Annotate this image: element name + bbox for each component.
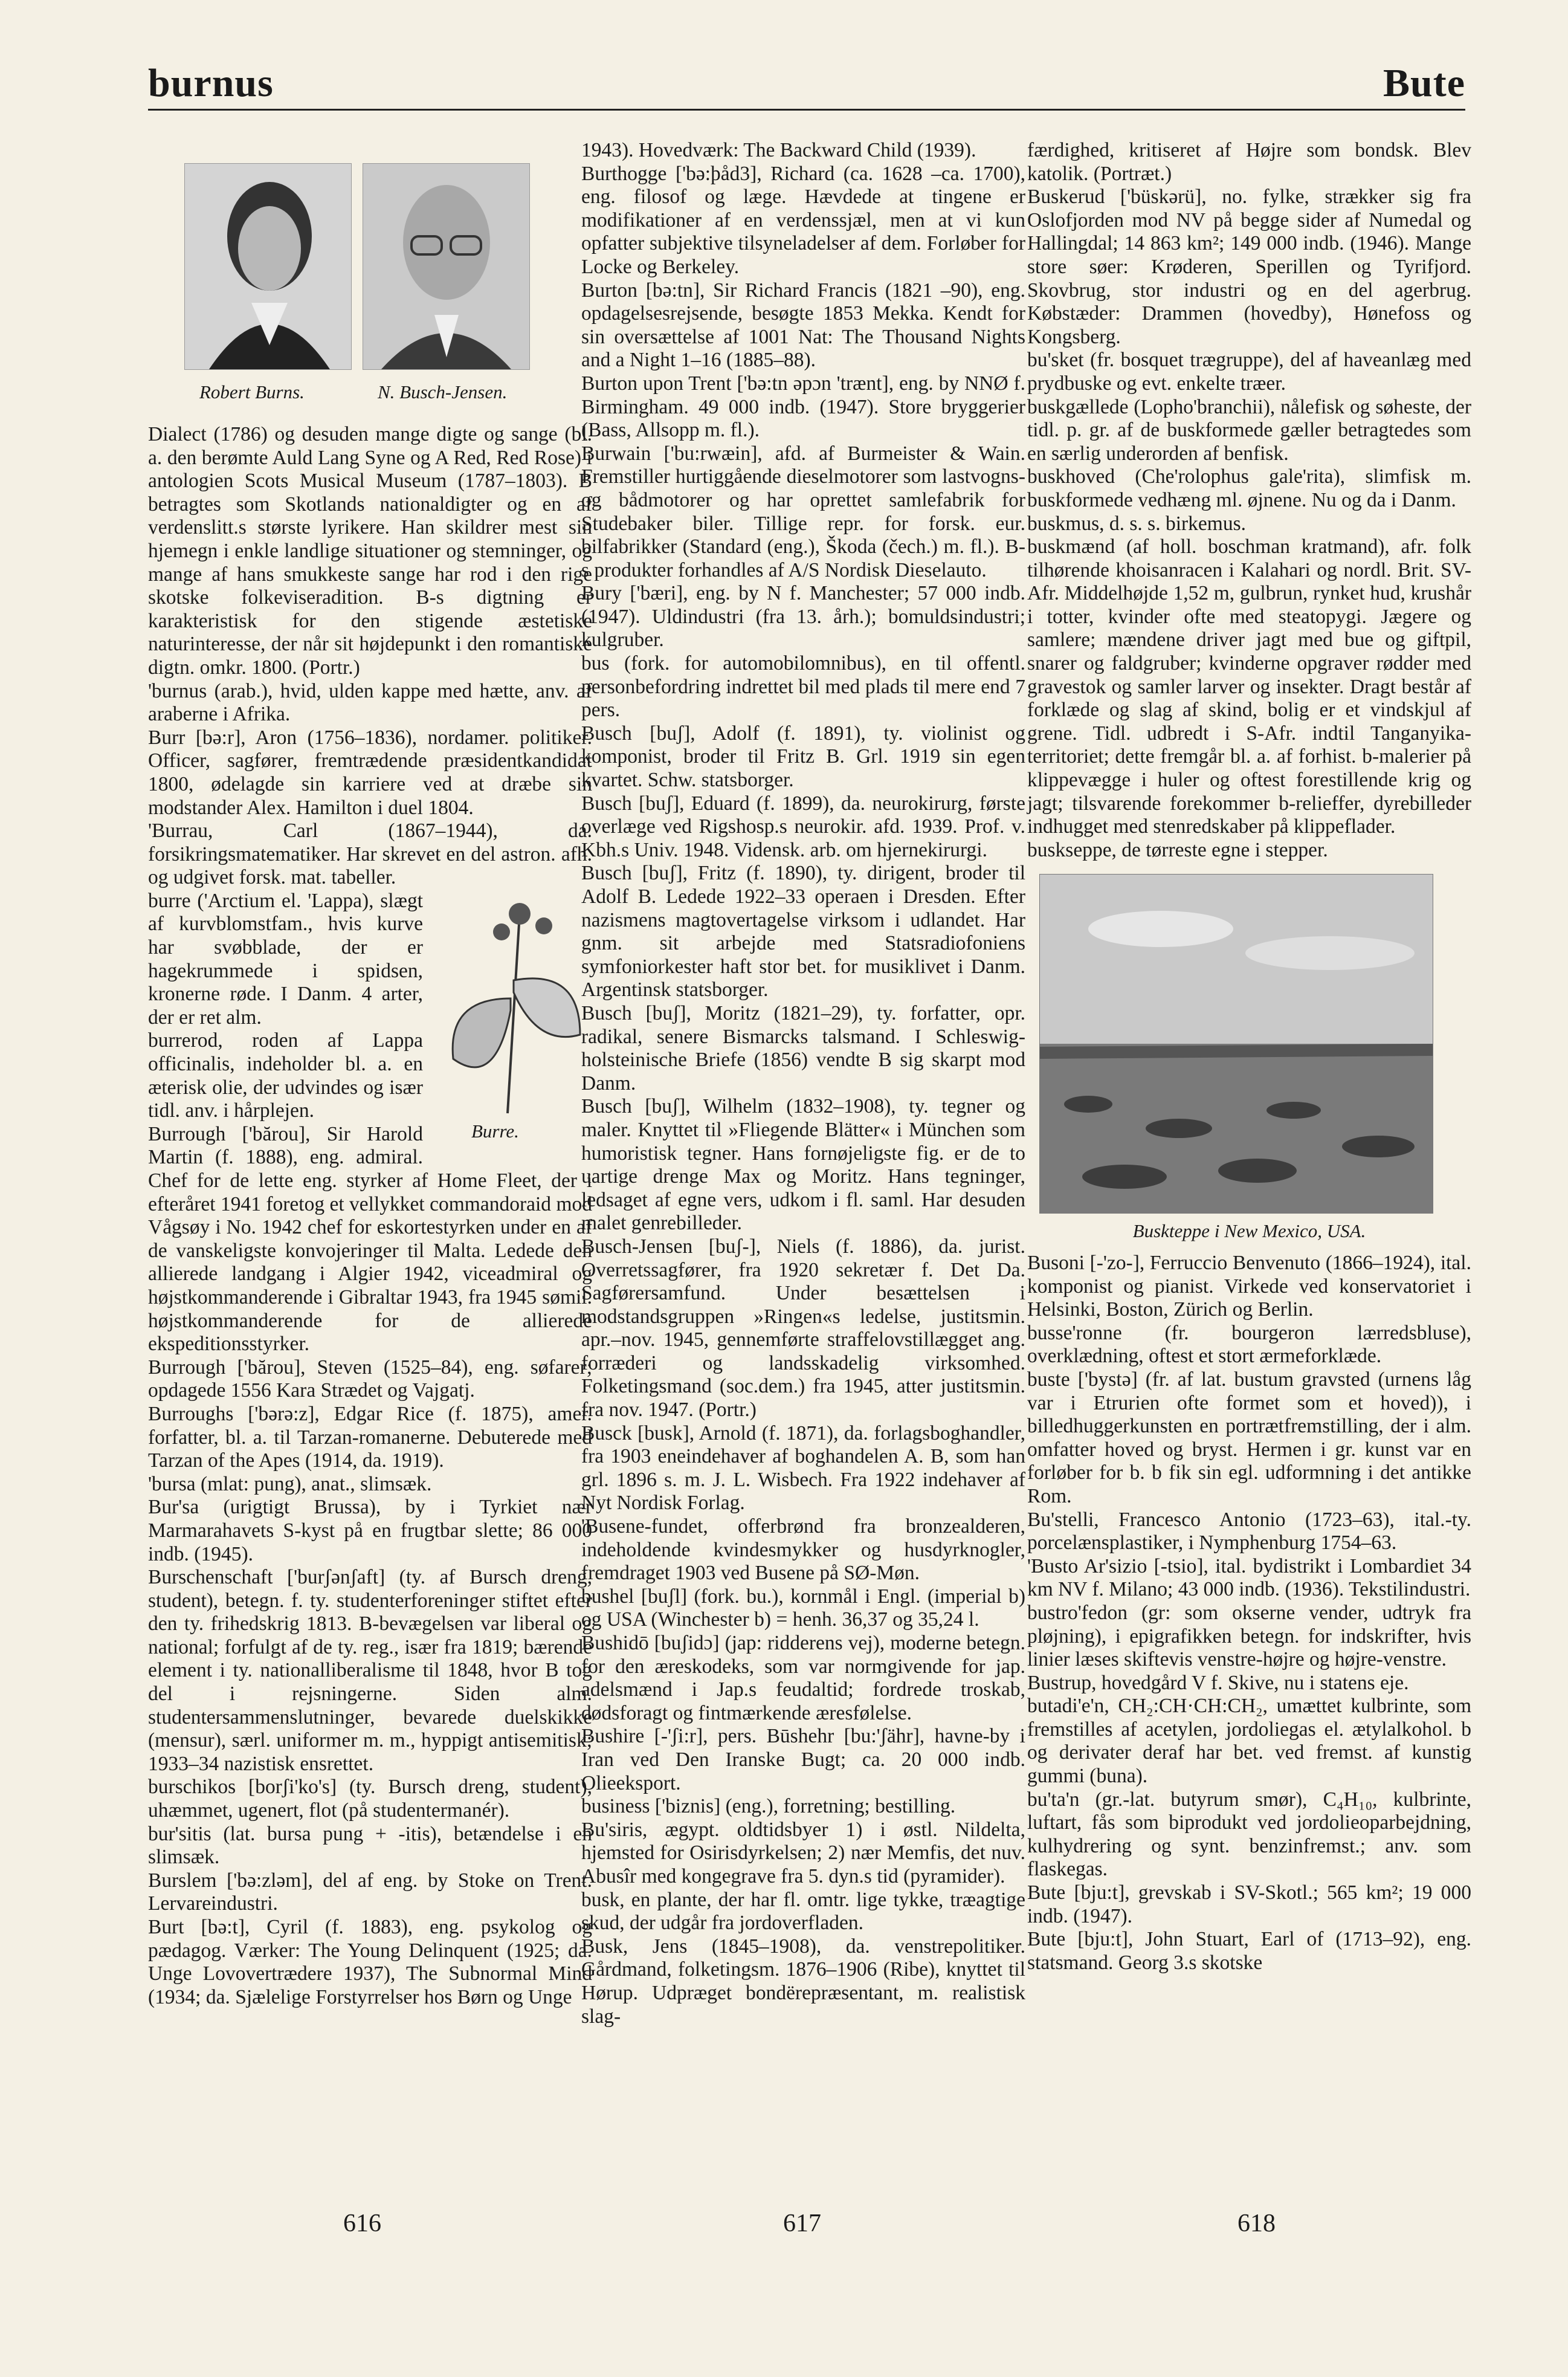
entry: burschikos [borʃi'ko's] (ty. Bursch dreng, student), uhæmmet, ugenert, flot (på studentermanér). xyxy=(148,1776,592,1822)
entry: Busch [buʃ], Adolf (f. 1891), ty. violinist og komponist, broder til Fritz B. Grl. 1919 sin egen kvartet. Schw. statsborger. xyxy=(581,722,1025,792)
entry: buskmus, d. s. s. birkemus. xyxy=(1027,512,1247,535)
entry: Busch [buʃ], Eduard (f. 1899), da. neurokirurg, første overlæge ved Rigshosp.s neurokir. afd. 1939. Prof. v. Kbh.s Univ. 1948. Vidensk. arb. om hjernekirurgi. xyxy=(581,792,1025,861)
buskteppe-photo xyxy=(1039,874,1433,1214)
entry: bushel [buʃl] (fork. bu.), kornmål i Engl. (imperial b) og USA (Winchester b) = henh. 36,37 og 35,24 l. xyxy=(581,1585,1025,1631)
entry: Busck [busk], Arnold (f. 1871), da. forlagsboghandler, fra 1903 eneindehaver af boghandelen A. B, som han grl. 1896 s. m. J. L. Wisbech. Fra 1922 indehaver af Nyt Nordisk Forlag. xyxy=(581,1421,1025,1515)
entry: Bushidō [buʃidɔ] (jap: ridderens vej), moderne betegn. for den æreskodeks, som var normgivende for jap. adelsmænd i Jap.s feudaltid; fordrede troskab, dødsforagt og fintmærkende æresfølelse. xyxy=(581,1632,1025,1724)
entry: Bur'sa (urigtigt Brussa), by i Tyrkiet nær Marmarahavets S-kyst på en frugtbar slette; 86 000 indb. (1945). xyxy=(148,1496,592,1565)
entry: Burrough ['bărou], Steven (1525–84), eng. søfarer; opdagede 1556 Kara Strædet og Vajgatj. xyxy=(148,1356,592,1402)
entry: 'Busene-fundet, offerbrønd fra bronzealderen, indeholdende kvindesmykker og husdyrknogler, fremdraget 1903 ved Busene på SØ-Møn. xyxy=(581,1515,1025,1585)
entry: buskmænd (af holl. boschman kratmand), afr. folk tilhørende khoisanracen i Kalahari og nordl. Brit. SV-Afr. Middelhøjde 1,52 m, gulbrun, rynket hud, krushår i totter, kvinder ofte med steatopygi. Jægere og samlere; mændene driver jagt med bue og giftpil, snarer og faldgruber; kvinderne opgraver rødder med gravestok og samler larver og insekter. Dragt består af forklæde og slag af skind, bolig er et vindskjul af grene. Tidl. udbredt i S-Afr. indtil Tanganyika-territoriet; dette fremgår bl. a. af forhist. b-malerier på klippevægge i huler og oftest forestillende krig og jagt; tilsvarende forekommer b-relieffer, dyrebilleder indhugget med stenredskaber på klippeflader. xyxy=(1027,535,1471,838)
burre-caption: Burre. xyxy=(471,1121,519,1142)
entry: buskgællede (Lopho'branchii), nålefisk og søheste, der tidl. p. gr. af de buskformede gæller betragtedes som en særlig underorden af benfisk. xyxy=(1027,395,1471,465)
entry: 'bursa (mlat: pung), anat., slimsæk. xyxy=(148,1472,432,1495)
photo-caption: Buskteppe i New Mexico, USA. xyxy=(1132,1220,1366,1242)
column-617 xyxy=(581,139,1025,2028)
portrait-caption-busch-jensen: N. Busch-Jensen. xyxy=(378,381,508,403)
entry: Burschenschaft ['burʃənʃaft] (ty. af Bursch dreng, student), betegn. f. ty. studenterforeninger stiftet efter den ty. frihedskrig 1813. B-bevægelsen var liberal og national; forfulgt af de ty. reg., især fra 1819; bærende element i ty. nationalliberalisme til 1848, hvor B tog del i rejsningerne. Siden alm. studentersammenslutninger, bevarede duelskikke (mensur), særl. uniformer m. m., hyppigt antisemitisk; 1933–34 nazistisk ensrettet. xyxy=(148,1566,592,1775)
entry: buskhoved (Che'rolophus gale'rita), slimfisk m. buskformede vedhæng ml. øjnene. Nu og da i Danm. xyxy=(1027,465,1471,511)
entry: 'Burrau, Carl (1867–1944), da. forsikringsmatematiker. Har skrevet en del astron. afh. og udgivet forsk. mat. tabeller. xyxy=(148,820,592,889)
entry: Bute [bju:t], grevskab i SV-Skotl.; 565 km²; 19 000 indb. (1947). xyxy=(1027,1881,1471,1927)
entry: Bute [bju:t], John Stuart, Earl of (1713–92), eng. statsmand. Georg 3.s skotske xyxy=(1027,1928,1471,1974)
column-616 xyxy=(148,139,592,2009)
running-head-left: burnus xyxy=(148,61,274,105)
entry: busk, en plante, der har fl. omtr. lige tykke, træagtige skud, der udgår fra jordoverfladen. xyxy=(581,1888,1025,1935)
entry: Burton [bə:tn], Sir Richard Francis (1821 –90), eng. opdagelsesrejsende, besøgte 1853 Mekka. Kendt for sin oversættelse af 1001 Nat: The Thousand Nights and a Night 1–16 (1885–88). xyxy=(581,279,1025,372)
entry: Bu'siris, ægypt. oldtidsbyer 1) i østl. Nildelta, hjemsted for Osirisdyrkelsen; 2) nær Memfis, det nuv. Abusîr med kongegrave fra 5. dyn.s tid (pyramider). xyxy=(581,1818,1025,1887)
entry: Burroughs ['bərə:z], Edgar Rice (f. 1875), amer. forfatter, bl. a. til Tarzan-romanerne. Debuterede med Tarzan of the Apes (1914, da. 1919). xyxy=(148,1402,592,1472)
entry: Burr [bə:r], Aron (1756–1836), nordamer. politiker. Officer, sagfører, fremtrædende præsidentkandidat 1800, ødelagde sin karriere ved at dræbe sin modstander Alex. Hamilton i duel 1804. xyxy=(148,726,592,819)
portrait-robert-burns xyxy=(184,163,352,370)
entry: 'Busto Ar'sizio [-tsio], ital. bydistrikt i Lombardiet 34 km NV f. Milano; 43 000 indb. (1936). Tekstilindustri. xyxy=(1027,1554,1471,1601)
entry: Burt [bə:t], Cyril (f. 1883), eng. psykolog og pædagog. Værker: The Young Delinquent (1925; da. Unge Lovovertrædere 1937), The Subnormal Mind (1934; da. Sjælelige Forstyrrelser hos Børn og Unge xyxy=(148,1916,592,2008)
entry: burre ('Arctium el. 'Lappa), slægt af kurvblomstfam., hvis kurve har svøbblade, der er hagekrummede i spidsen, kronerne røde. I Danm. 4 arter, der er ret alm. xyxy=(148,889,423,1029)
entry: Busch-Jensen [buʃ-], Niels (f. 1886), da. jurist. Overretssagfører, fra 1920 sekretær f. Det Da. Sagførersamfund. Under besættelsen i modstandsgruppen »Ringen«s ledelse, justitsmin. apr.–nov. 1945, gennemførte straffelovstillægget ang. forræderi og landsskadelig virksomhed. Folketingsmand (soc.dem.) fra 1945, atter justitsmin. fra nov. 1947. (Portr.) xyxy=(581,1235,1025,1421)
entry: bustro'fedon (gr: som okserne vender, udtryk fra pløjning), i epigrafikken betegn. for indskrifter, hvis linier læses skiftevis venstre-højre og højre-venstre. xyxy=(1027,1601,1471,1671)
entry: Busk, Jens (1845–1908), da. venstrepolitiker. Gårdmand, folketingsm. 1876–1906 (Ribe), knyttet til Hørup. Udpræget bondërepræsentant, m. realistisk slag- xyxy=(581,1935,1025,2028)
entry: Dialect (1786) og desuden mange digte og sange (bl. a. den berømte Auld Lang Syne og A Red, Red Rose) i antologien Scots Musical Museum (1787–1803). B betragtes som Skotlands nationaldigter og en af verdenslitt.s største lyrikere. Han skildrer mest sin hjemegn i enkle landlige situationer og stemninger, og mange af hans smukkeste sange har rod i den rige skotske folkeviseradition. B-s digtning er karakteristisk for den stigende æstetiske naturinteresse, der når sit højdepunkt i den romantiske digtn. omkr. 1800. (Portr.) xyxy=(148,423,592,679)
entry: Bu'stelli, Francesco Antonio (1723–63), ital.-ty. porcelænsplastiker, i Nymphenburg 1754–63. xyxy=(1027,1508,1471,1554)
entry: bur'sitis (lat. bursa pung + -itis), betændelse i en slimsæk. xyxy=(148,1822,592,1869)
entry: færdighed, kritiseret af Højre som bondsk. Blev katolik. (Portræt.) xyxy=(1027,139,1471,185)
entry: Bushire [-'ʃi:r], pers. Būshehr [bu:'ʃähr], havne-by i Iran ved Den Iranske Bugt; ca. 20 000 indb. Olieeksport. xyxy=(581,1725,1025,1794)
entry: Burslem ['bə:zləm], del af eng. by Stoke on Trent. Lervareindustri. xyxy=(148,1869,592,1915)
page-number-right: 618 xyxy=(1237,2210,1276,2237)
entry: buste ['bystə] (fr. af lat. bustum gravsted (urnens låg var i Etrurien ofte formet som et hoved)), i billedhuggerkunsten en portrætfremstilling, der i alm. omfatter hoved og bryst. Hermen i gr. kunst var en forløber for b. b fik sin egl. udformning i det antikke Rom. xyxy=(1027,1368,1471,1507)
entry: Burwain ['bu:rwæin], afd. af Burmeister & Wain. Fremstiller hurtiggående dieselmotorer som lastvogns- og bådmotorer og har oprettet samlefabrik for Studebaker biler. Tillige repr. for forsk. eur. bilfabrikker (Standard (eng.), Škoda (čech.) m. fl.). B-s produkter forhandles af A/S Nordisk Dieselauto. xyxy=(581,442,1025,581)
entry: Burrough ['bărou], Sir Harold Martin (f. 1888), eng. admiral. Chef for de lette eng. styrker af Home Fleet, der i efteråret 1941 foretog et vellykket commandoraid mod Vågsøy i No. 1942 chef for eskortestyrken under en af de vanskeligste konvojeringer til Malta. Ledede den allierede landgang i Algier 1942, viceadmiral og højstkommanderende i Gibraltar 1943, fra 1945 sømil. højstkommanderende for de allierede ekspeditionsstyrker. xyxy=(148,1122,592,1356)
entry: Burton upon Trent ['bə:tn əpɔn 'trænt], eng. by NNØ f. Birmingham. 49 000 indb. (1947). Store bryggerier (Bass, Allsopp m. fl.). xyxy=(581,372,1025,442)
entry: business ['biznis] (eng.), forretning; bestilling. xyxy=(581,1795,956,1818)
column-618 xyxy=(1027,139,1471,1974)
burre-illustration xyxy=(429,890,592,1143)
entry: Buskerud ['büskərü], no. fylke, strækker sig fra Oslofjorden mod NV på begge sider af Numedal og Hallingdal; 14 863 km²; 149 000 indb. (1946). Mange store søer: Krøderen, Sperillen og Tyrifjord. Skovbrug, stor industri og en del agerbrug. Købstæder: Drammen (hovedby), Hønefoss og Kongsberg. xyxy=(1027,186,1471,348)
entry: 1943). Hovedværk: The Backward Child (1939). xyxy=(581,139,976,161)
portrait-caption-burns: Robert Burns. xyxy=(199,381,305,403)
entry: busse'ronne (fr. bourgeron lærredsbluse), overklædning, oftest et stort ærmeforklæde. xyxy=(1027,1321,1471,1368)
entry: burrerod, roden af Lappa officinalis, indeholder bl. a. en æterisk olie, der udvindes og især tidl. anv. i hårplejen. xyxy=(148,1029,423,1122)
header-rule xyxy=(148,109,1465,111)
page-number-middle: 617 xyxy=(783,2210,821,2237)
entry: Busch [buʃ], Moritz (1821–29), ty. forfatter, opr. radikal, senere Bismarcks talsmand. I Schleswig-holsteinische Briefe (1856) vendte B sig skarpt mod Danm. xyxy=(581,1001,1025,1095)
entry: Bustrup, hovedgård V f. Skive, nu i statens eje. xyxy=(1027,1671,1409,1694)
entry: Busoni [-'zo-], Ferruccio Benvenuto (1866–1924), ital. komponist og pianist. Virkede ved konservatoriet i Helsinki, Boston, Zürich og Berlin. xyxy=(1027,1252,1471,1321)
entry: bu'ta'n (gr.-lat. butyrum smør), C₄H₁₀, kulbrinte, luftart, fås som biprodukt ved jordolieoparbejdning, kulhydrering og synt. benzinfremst.; anv. som flaskegas. xyxy=(1027,1788,1471,1881)
entry: butadi'e'n, CH₂:CH·CH:CH₂, umættet kulbrinte, som fremstilles af acetylen, jordoliegas el. ætylalkohol. b og derivater deraf har bet. ved fremst. af kunstig gummi (buna). xyxy=(1027,1695,1471,1788)
portrait-busch-jensen xyxy=(363,163,530,370)
running-head-right: Bute xyxy=(1383,61,1465,105)
entry: Burthogge ['bə:þåd3], Richard (ca. 1628 –ca. 1700), eng. filosof og læge. Hævdede at tingene er modifikationer af en verdenssjæl, men at vi kun opfatter subjektive tilsyneladelser af dem. Forløber for Locke og Berkeley. xyxy=(581,162,1025,278)
entry: 'burnus (arab.), hvid, ulden kappe med hætte, anv. af araberne i Afrika. xyxy=(148,679,592,726)
entry: buskseppe, de tørreste egne i stepper. xyxy=(1027,838,1328,861)
entry: Bury ['bæri], eng. by N f. Manchester; 57 000 indb. (1947). Uldindustri (fra 13. årh.); bomuldsindustri; kulgruber. xyxy=(581,582,1025,652)
page-number-left: 616 xyxy=(343,2210,381,2237)
entry: bu'sket (fr. bosquet trægruppe), del af haveanlæg med prydbuske og evt. enkelte træer. xyxy=(1027,349,1471,395)
running-head xyxy=(148,60,1465,115)
portrait-figures xyxy=(184,139,547,423)
entry: Busch [buʃ], Fritz (f. 1890), ty. dirigent, broder til Adolf B. Ledede 1922–33 operaen i Dresden. Efter nazismens magtovertagelse virksom i udlandet. Har gnm. sit arbejde med Statsradiofoniens symfoniorkester haft stor bet. for musiklivet i Danm. Argentinsk statsborger. xyxy=(581,862,1025,1001)
entry: Busch [buʃ], Wilhelm (1832–1908), ty. tegner og maler. Knyttet til »Fliegende Blätter« i München som humoristisk tegner. Hans fornøjeligste fig. er de to uartige drenge Max og Moritz. Hans tegninger, ledsaget af egne vers, udkom i fl. saml. Har desuden malet genrebilleder. xyxy=(581,1095,1025,1235)
entry: bus (fork. for automobilomnibus), en til offentl. personbefordring indrettet bil med plads til mere end 7 pers. xyxy=(581,652,1025,722)
